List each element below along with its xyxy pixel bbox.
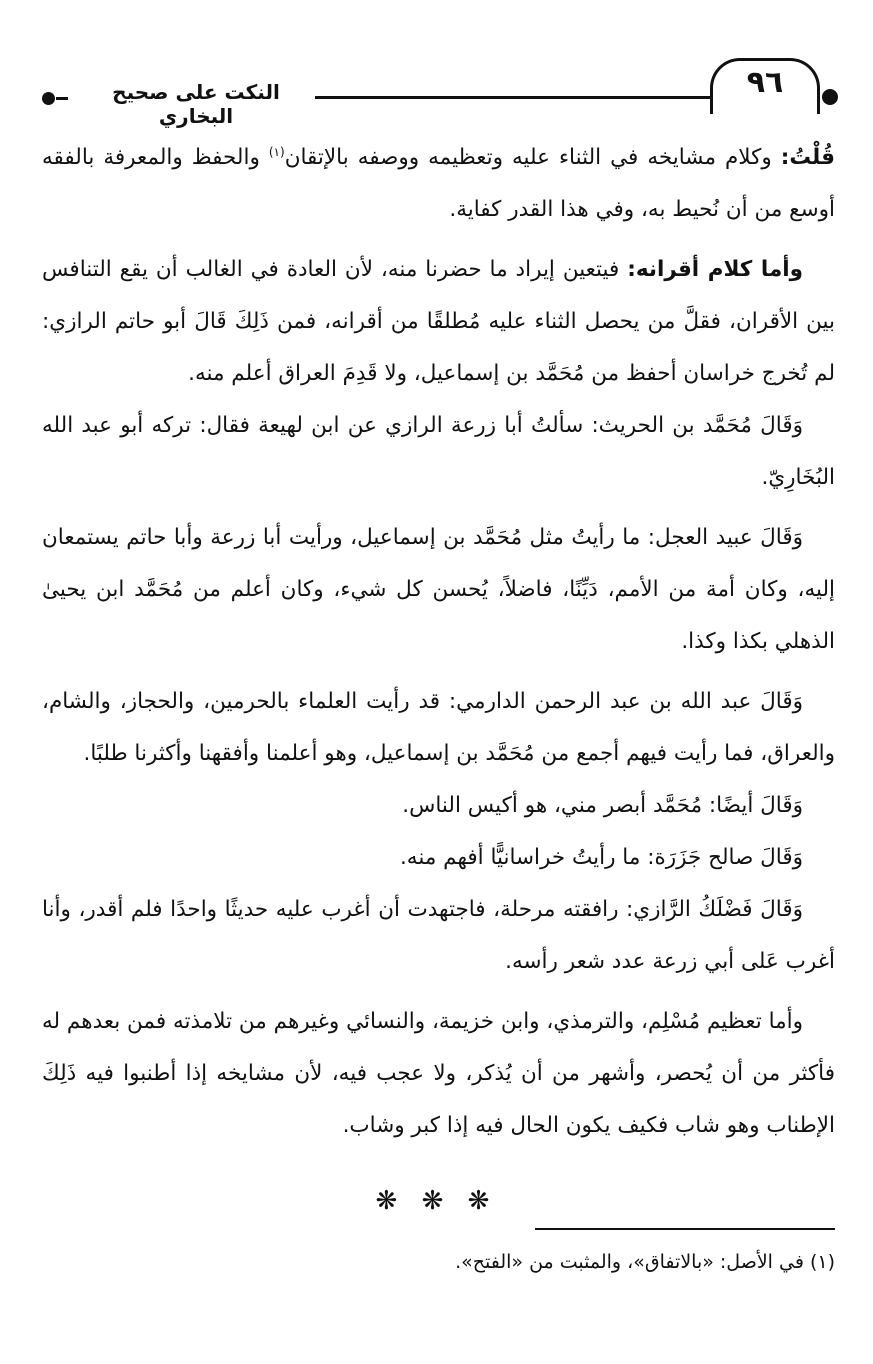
paragraph-text: فيتعين إيراد ما حضرنا منه، لأن العادة في الغالب أن يقع التنافس بين الأقران، فقلَّ من يحصل الثناء عليه مُطلقًا من أقرانه، فمن ذَلِكَ قَالَ أبو حاتم الرازي: لم تُخرج خراسان أحفظ من مُحَمَّد بن إسماعيل، ولا قَدِمَ العراق أعلم منه. — [42, 257, 835, 386]
paragraph — [42, 244, 835, 400]
page-number-frame — [710, 58, 820, 114]
footnote: (١) في الأصل: «بالاتفاق»، والمثبت من «الفتح». — [455, 1251, 835, 1273]
page-number: ٩٦ — [746, 65, 784, 100]
paragraph-text: وَقَالَ فَضْلَكُ الرَّازي: رافقته مرحلة، فاجتهدت أن أغرب عليه حديثًا واحدًا فلم أقدر، وأنا أغرب عَلى أبي زرعة عدد شعر رأسه. — [42, 897, 835, 974]
paragraph-lead: وأما كلام أقرانه: — [627, 257, 804, 282]
header-ornament-left — [42, 92, 55, 105]
paragraph-text: وَقَالَ عبيد العجل: ما رأيتُ مثل مُحَمَّد بن إسماعيل، ورأيت أبا زرعة وأبا حاتم يستمعان إليه، وكان أمة من الأمم، دَيِّنًا، فاضلاً، يُحسن كل شيء، وكان أعلم من مُحَمَّد ابن يحيىٰ الذهلي بكذا وكذا. — [42, 525, 835, 654]
paragraph — [42, 884, 835, 988]
body-text — [42, 132, 835, 1152]
paragraph-text-tail: والحفظ والمعرفة بالفقه أوسع من أن نُحيط به، وفي هذا القدر كفاية. — [42, 145, 835, 222]
page-header — [30, 58, 830, 128]
header-rule — [315, 96, 735, 99]
running-title: النكت على صحيح البخاري — [112, 80, 280, 128]
paragraph — [42, 512, 835, 668]
paragraph-text: وَقَالَ أيضًا: مُحَمَّد أبصر مني، هو أكيس الناس. — [402, 793, 803, 818]
footnote-reference[interactable]: (١) — [268, 144, 285, 159]
footnote-rule — [535, 1228, 835, 1230]
paragraph-text: وَقَالَ مُحَمَّد بن الحريث: سألتُ أبا زرعة الرازي عن ابن لهيعة فقال: تركه أبو عبد الله البُخَارِيّ. — [42, 413, 835, 490]
paragraph — [42, 132, 835, 236]
paragraph — [42, 676, 835, 780]
paragraph — [42, 996, 835, 1152]
paragraph — [42, 780, 835, 832]
paragraph-lead: قُلْتُ: — [780, 145, 836, 170]
header-ornament-left-stem — [56, 97, 68, 100]
paragraph — [42, 400, 835, 504]
paragraph-text: وَقَالَ عبد الله بن عبد الرحمن الدارمي: قد رأيت العلماء بالحرمين، والحجاز، والشام، والعراق، فما رأيت فيهم أجمع من مُحَمَّد بن إسماعيل، وهو أعلمنا وأفقهنا وأكثرنا طلبًا. — [42, 689, 835, 766]
section-separator: ❋ ❋ ❋ — [375, 1186, 498, 1216]
paragraph-text: وكلام مشايخه في الثناء عليه وتعظيمه ووصفه بالإتقان — [284, 145, 772, 170]
paragraph-text: وأما تعظيم مُسْلِم، والترمذي، وابن خزيمة، والنسائي وغيرهم من تلامذته فمن بعدهم له فأكثر من أن يُحصر، وأشهر من أن يُذكر، ولا عجب فيه، لأن مشايخه إذا أطنبوا فيه ذَلِكَ الإطناب وهو شاب فكيف يكون الحال فيه إذا كبر وشاب. — [42, 1009, 835, 1138]
header-ornament-right — [822, 89, 838, 105]
paragraph — [42, 832, 835, 884]
paragraph-text: وَقَالَ صالح جَزَرَة: ما رأيتُ خراسانيًّا أفهم منه. — [399, 845, 803, 870]
